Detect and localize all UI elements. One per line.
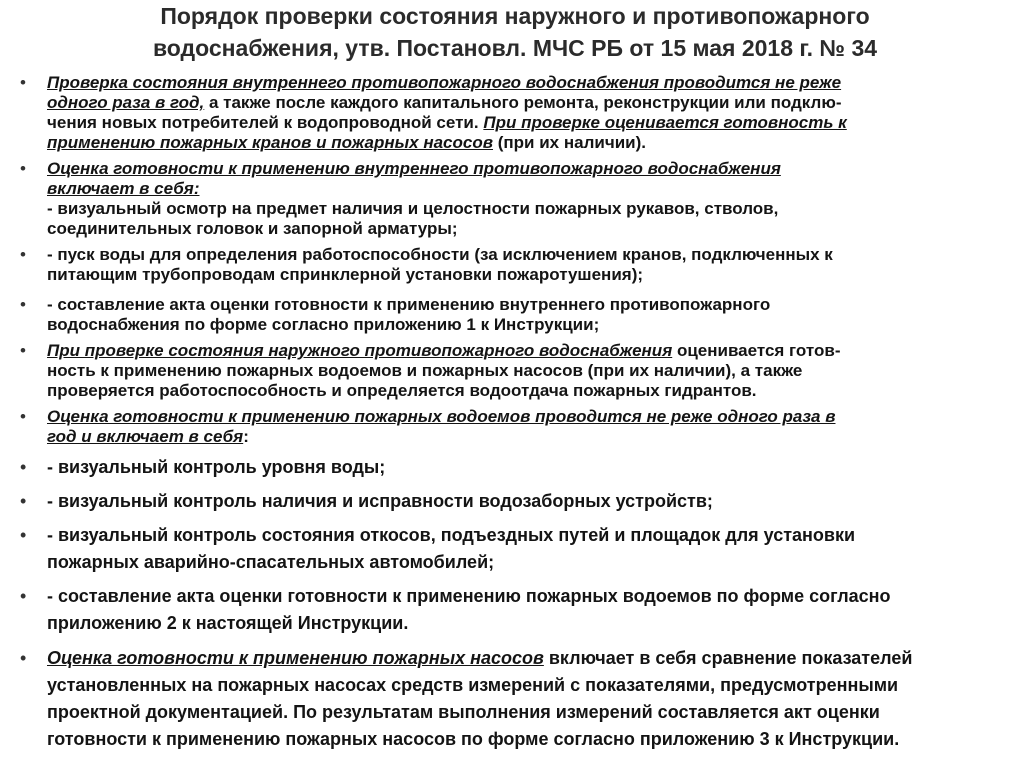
bullet-text: - пуск воды для определения работоспособности (за исключением кранов, подключенных к bbox=[47, 245, 833, 264]
bullet-text: Оценка готовности к применению внутреннего противопожарного водоснабжения bbox=[47, 159, 781, 178]
title-line-2: водоснабжения, утв. Постановл. МЧС РБ от 15 мая 2018 г. № 34 bbox=[152, 35, 878, 61]
bullet-text: соединительных головок и запорной арматуры; bbox=[47, 219, 458, 238]
bullet-text: приложению 2 к настоящей Инструкции. bbox=[47, 613, 409, 633]
bullet-text: применению пожарных кранов и пожарных насосов bbox=[47, 133, 494, 152]
bullet-text: Оценка готовности к применению пожарных насосов bbox=[47, 648, 544, 668]
bullet-dot-icon: • bbox=[20, 525, 27, 545]
bullet-text: - визуальный осмотр на предмет наличия и целостности пожарных рукавов, стволов, bbox=[47, 199, 779, 218]
bullet-dot-icon: • bbox=[20, 245, 26, 264]
bullet-dot-icon: • bbox=[20, 586, 27, 606]
bullet-item bbox=[0, 583, 1024, 637]
bullet-dot-icon: • bbox=[20, 73, 26, 92]
bullet-text: Проверка состояния внутреннего противопожарного водоснабжения проводится не реже bbox=[47, 73, 842, 92]
bullet-text: питающим трубопроводам спринклерной установки пожаротушения); bbox=[47, 265, 644, 284]
slide-title bbox=[30, 0, 1000, 64]
bullet-text: - визуальный контроль наличия и исправности водозаборных устройств; bbox=[47, 491, 713, 511]
bullet-item bbox=[0, 454, 1024, 481]
bullet-text: пожарных аварийно-спасательных автомобилей; bbox=[47, 552, 495, 572]
bullet-text: При проверке состояния наружного противопожарного водоснабжения bbox=[47, 341, 673, 360]
bullet-text: оценивается готов- bbox=[672, 341, 841, 360]
bullet-item bbox=[0, 73, 1024, 153]
bullet-text: включает в себя: bbox=[47, 179, 200, 198]
bullet-text: - визуальный контроль состояния откосов, подъездных путей и площадок для установки bbox=[47, 525, 856, 545]
bullet-text: установленных на пожарных насосах средств измерений с показателями, предусмотренными bbox=[47, 675, 899, 695]
bullet-dot-icon: • bbox=[20, 341, 26, 360]
bullet-item bbox=[0, 341, 1024, 401]
bullet-item bbox=[0, 407, 1024, 447]
bullet-text: готовности к применению пожарных насосов по форме согласно приложению 3 к Инструкции. bbox=[47, 729, 900, 749]
bullet-text: : bbox=[243, 427, 249, 446]
bullet-dot-icon: • bbox=[20, 407, 26, 426]
bullet-list bbox=[0, 73, 1024, 753]
bullet-text: (при их наличии). bbox=[493, 133, 646, 152]
bullet-text: - составление акта оценки готовности к применению внутреннего противопожарного bbox=[47, 295, 771, 314]
title-line-1: Порядок проверки состояния наружного и противопожарного bbox=[160, 3, 870, 29]
bullet-dot-icon: • bbox=[20, 295, 26, 314]
bullet-text: ность к применению пожарных водоемов и пожарных насосов (при их наличии), а также bbox=[47, 361, 803, 380]
bullet-text: Оценка готовности к применению пожарных водоемов проводится не реже одного раза в bbox=[47, 407, 836, 426]
bullet-dot-icon: • bbox=[20, 457, 27, 477]
bullet-item bbox=[0, 522, 1024, 576]
bullet-text: - визуальный контроль уровня воды; bbox=[47, 457, 386, 477]
bullet-text: При проверке оценивается готовность к bbox=[483, 113, 847, 132]
bullet-dot-icon: • bbox=[20, 491, 27, 511]
bullet-item bbox=[0, 245, 1024, 285]
bullet-text: год и включает в себя bbox=[47, 427, 244, 446]
bullet-item bbox=[0, 159, 1024, 239]
bullet-text: - составление акта оценки готовности к применению пожарных водоемов по форме согласно bbox=[47, 586, 891, 606]
bullet-text: а также после каждого капитального ремонта, реконструкции или подклю- bbox=[204, 93, 842, 112]
bullet-text: водоснабжения по форме согласно приложению 1 к Инструкции; bbox=[47, 315, 600, 334]
bullet-item bbox=[0, 645, 1024, 753]
bullet-item bbox=[0, 295, 1024, 335]
bullet-text: чения новых потребителей к водопроводной сети. bbox=[47, 113, 484, 132]
bullet-dot-icon: • bbox=[20, 648, 27, 668]
bullet-text: одного раза в год, bbox=[47, 93, 205, 112]
bullet-text: проверяется работоспособность и определяется водоотдача пожарных гидрантов. bbox=[47, 381, 757, 400]
bullet-item bbox=[0, 488, 1024, 515]
bullet-text: включает в себя сравнение показателей bbox=[543, 648, 913, 668]
bullet-text: проектной документацией. По результатам выполнения измерений составляется акт оценки bbox=[47, 702, 880, 722]
bullet-dot-icon: • bbox=[20, 159, 26, 178]
